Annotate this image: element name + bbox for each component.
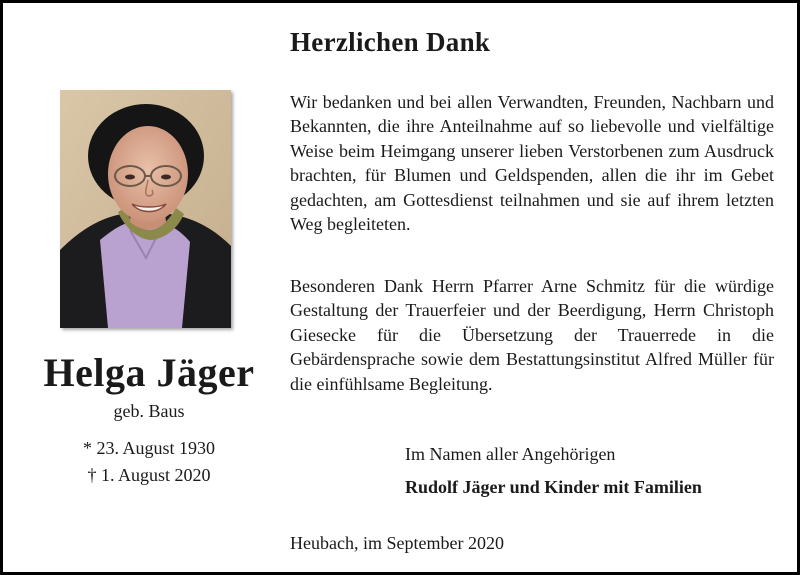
notice-heading: Herzlichen Dank <box>290 27 491 57</box>
portrait-photo <box>60 90 231 328</box>
signers: Rudolf Jäger und Kinder mit Familien <box>405 477 702 497</box>
birth-date: * 23. August 1930 <box>82 438 215 458</box>
maiden-name: geb. Baus <box>113 401 185 421</box>
thanks-paragraph-2: Besonderen Dank Herrn Pfarrer Arne Schmitz für die würdige Gestaltung der Trauerfeier und der Beerdigung, Herrn Christoph Giesecke für die Übersetzung der Trauerrede in die Gebärdensprache sowie dem Bestattungsinstitut Alfred Müller für die einfühlsame Begleitung. <box>290 276 774 394</box>
death-date: † 1. August 2020 <box>87 465 211 485</box>
deceased-name: Helga Jäger <box>43 350 255 395</box>
place-and-date: Heubach, im September 2020 <box>290 533 504 553</box>
thanks-paragraph-1: Wir bedanken und bei allen Verwandten, Freunden, Nachbarn und Bekannten, die ihre Anteilnahme auf so liebevolle und vielfältige Weise beim Heimgang unserer lieben Verstorbenen zum Ausdruck brachten, für Blumen und Geldspenden, allen die ihr im Gebet gedachten, am Gottesdienst teilnahmen und sie auf ihrem letzten Weg begleiteten. <box>290 92 774 235</box>
closing-line: Im Namen aller Angehörigen <box>405 444 616 464</box>
